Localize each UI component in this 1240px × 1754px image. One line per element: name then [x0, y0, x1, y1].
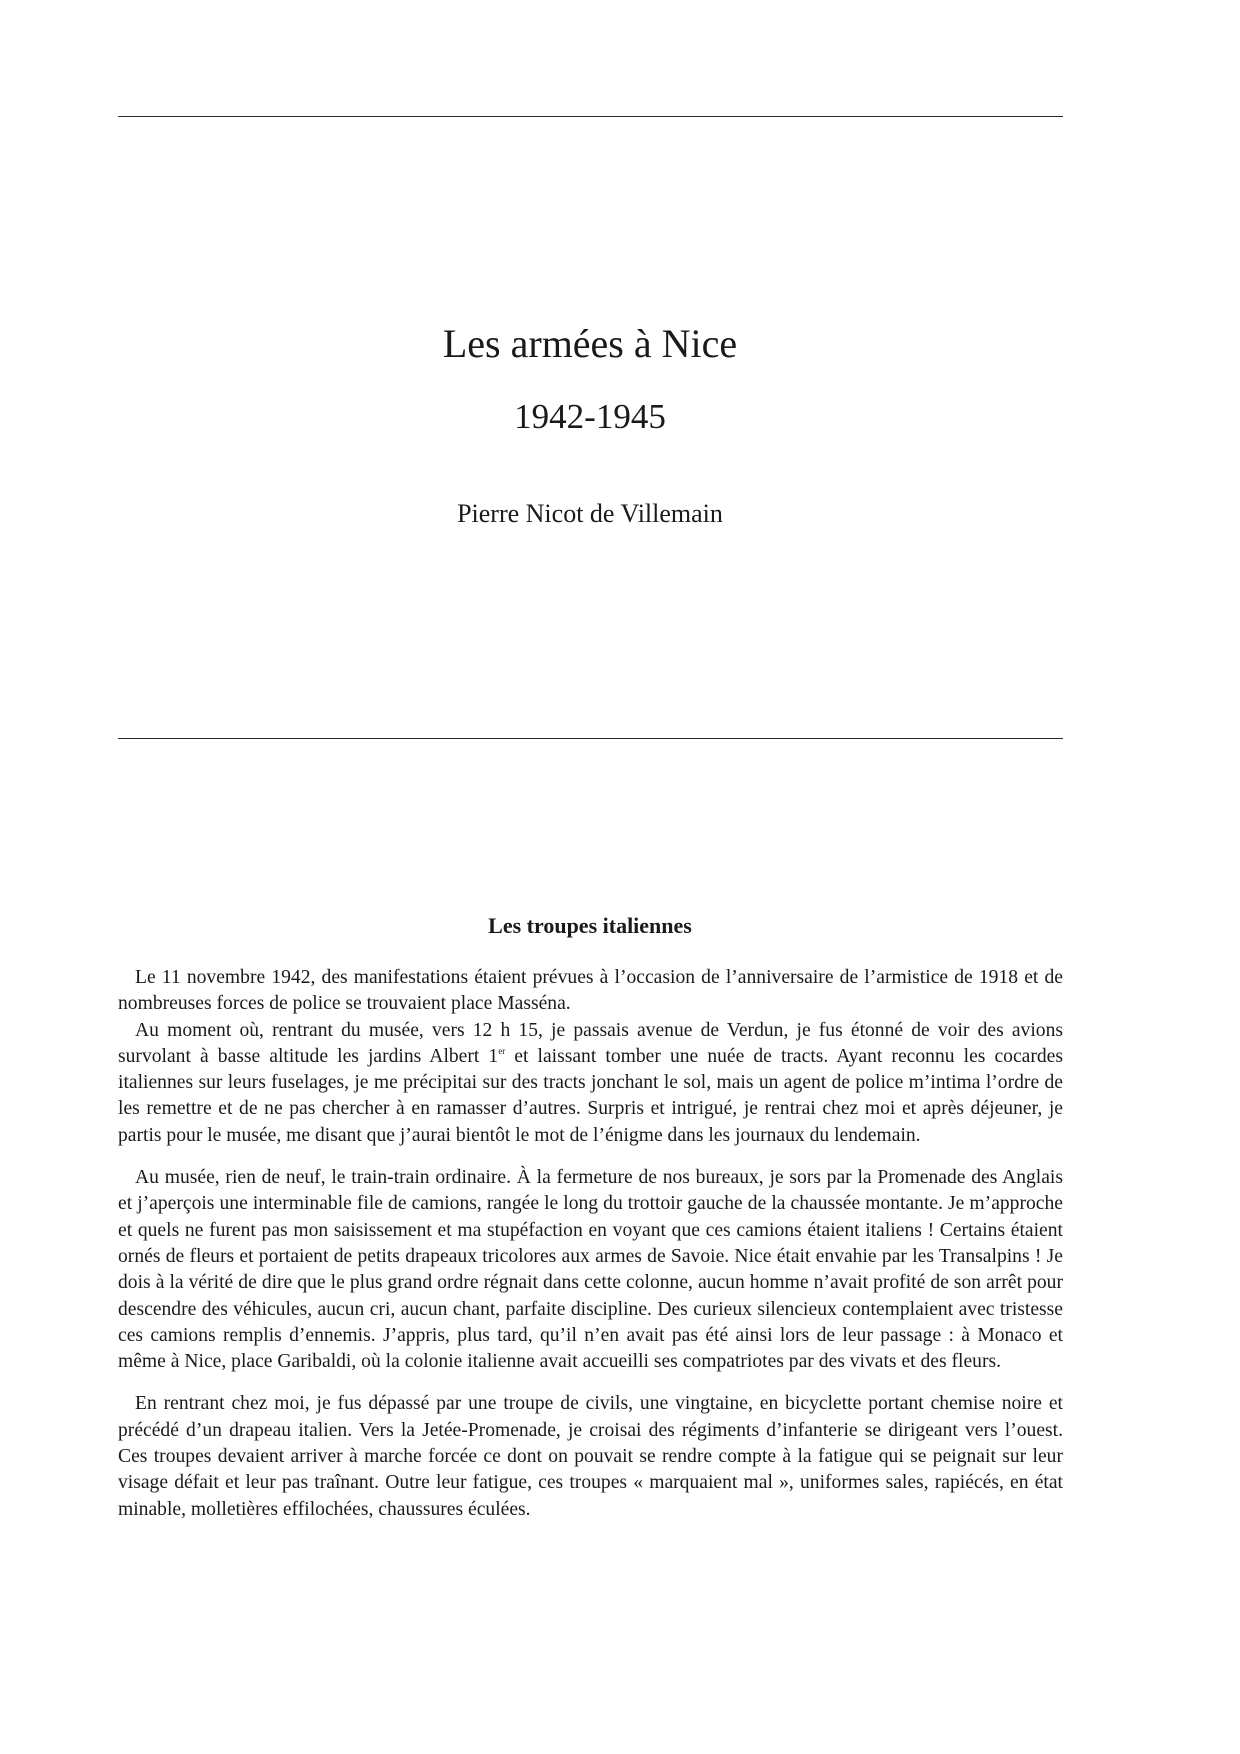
paragraph-4: En rentrant chez moi, je fus dépassé par une troupe de civils, une vingtaine, en bicyclette portant chemise noire et précédé d’un drapeau italien. Vers la Jetée-Promenade, je croisai des régiments d’infanterie se dirigeant vers l’ouest. Ces troupes devaient arriver à marche forcée ce dont on pouvait se rendre compte à la fatigue qui se peignait sur leur visage défait et leur pas traînant. Outre leur fatigue, ces troupes « marquaient mal », uniformes sales, rapiécés, en état minable, molletières effilochées, chaussures éculées.: [118, 1393, 1063, 1520]
paragraph-1: Le 11 novembre 1942, des manifestations étaient prévues à l’occasion de l’anniversaire de l’armistice de 1918 et de nombreuses forces de police se trouvaient place Masséna.: [118, 967, 1063, 1015]
paragraph-2-start: Au moment où, rentrant du musée, vers 12 h 15, je passais avenue de Verdun, je fus étonné de voir des avions survolant à basse altitude les jardins Albert 1: [118, 1019, 1063, 1067]
paragraph-3: Au musée, rien de neuf, le train-train ordinaire. À la fermeture de nos bureaux, je sors par la Promenade des Anglais et j’aperçois une interminable file de camions, rangée le long du trottoir gauche de la chaussée montante. Je m’approche et quels ne furent pas mon saisissement et ma stupéfaction en voyant que ces camions étaient italiens ! Certains étaient ornés de fleurs et portaient de petits drapeaux tricolores aux armes de Savoie. Nice était envahie par les Transalpins ! Je dois à la vérité de dire que le plus grand ordre régnait dans cette colonne, aucun homme n’avait profité de son arrêt pour descendre des véhicules, aucun cri, aucun chant, parfaite discipline. Des curieux silencieux contemplaient avec tristesse ces camions remplis d’ennemis. J’appris, plus tard, qu’il n’en avait pas été ainsi lors de leur passage : à Monaco et même à Nice, place Garibaldi, où la colonie italienne avait accueilli ses compatriotes par des vivats et des fleurs.: [118, 1167, 1063, 1373]
bottom-rule: [118, 738, 1063, 739]
date-range: 1942-1945: [514, 397, 666, 436]
author-name: Pierre Nicot de Villemain: [457, 499, 723, 528]
paragraph-2-end: et laissant tomber une nuée de tracts. Ayant reconnu les cocardes italiennes sur leurs fuselages, je me précipitai sur des tracts jonchant le sol, mais un agent de police m’intima l’ordre de les remettre et de ne pas chercher à en ramasser d’autres. Surpris et intrigué, je rentrai chez moi et après déjeuner, je partis pour le musée, me disant que j’aurai bientôt le mot de l’énigme dans les journaux du lendemain.: [118, 1045, 1063, 1146]
section-heading: Les troupes italiennes: [488, 913, 692, 938]
page-title: Les armées à Nice: [442, 321, 738, 366]
ordinal-suffix: er: [498, 1045, 506, 1056]
top-rule: [118, 116, 1063, 117]
body-text: [118, 965, 1063, 1523]
paragraph-2: [118, 1018, 1063, 1149]
